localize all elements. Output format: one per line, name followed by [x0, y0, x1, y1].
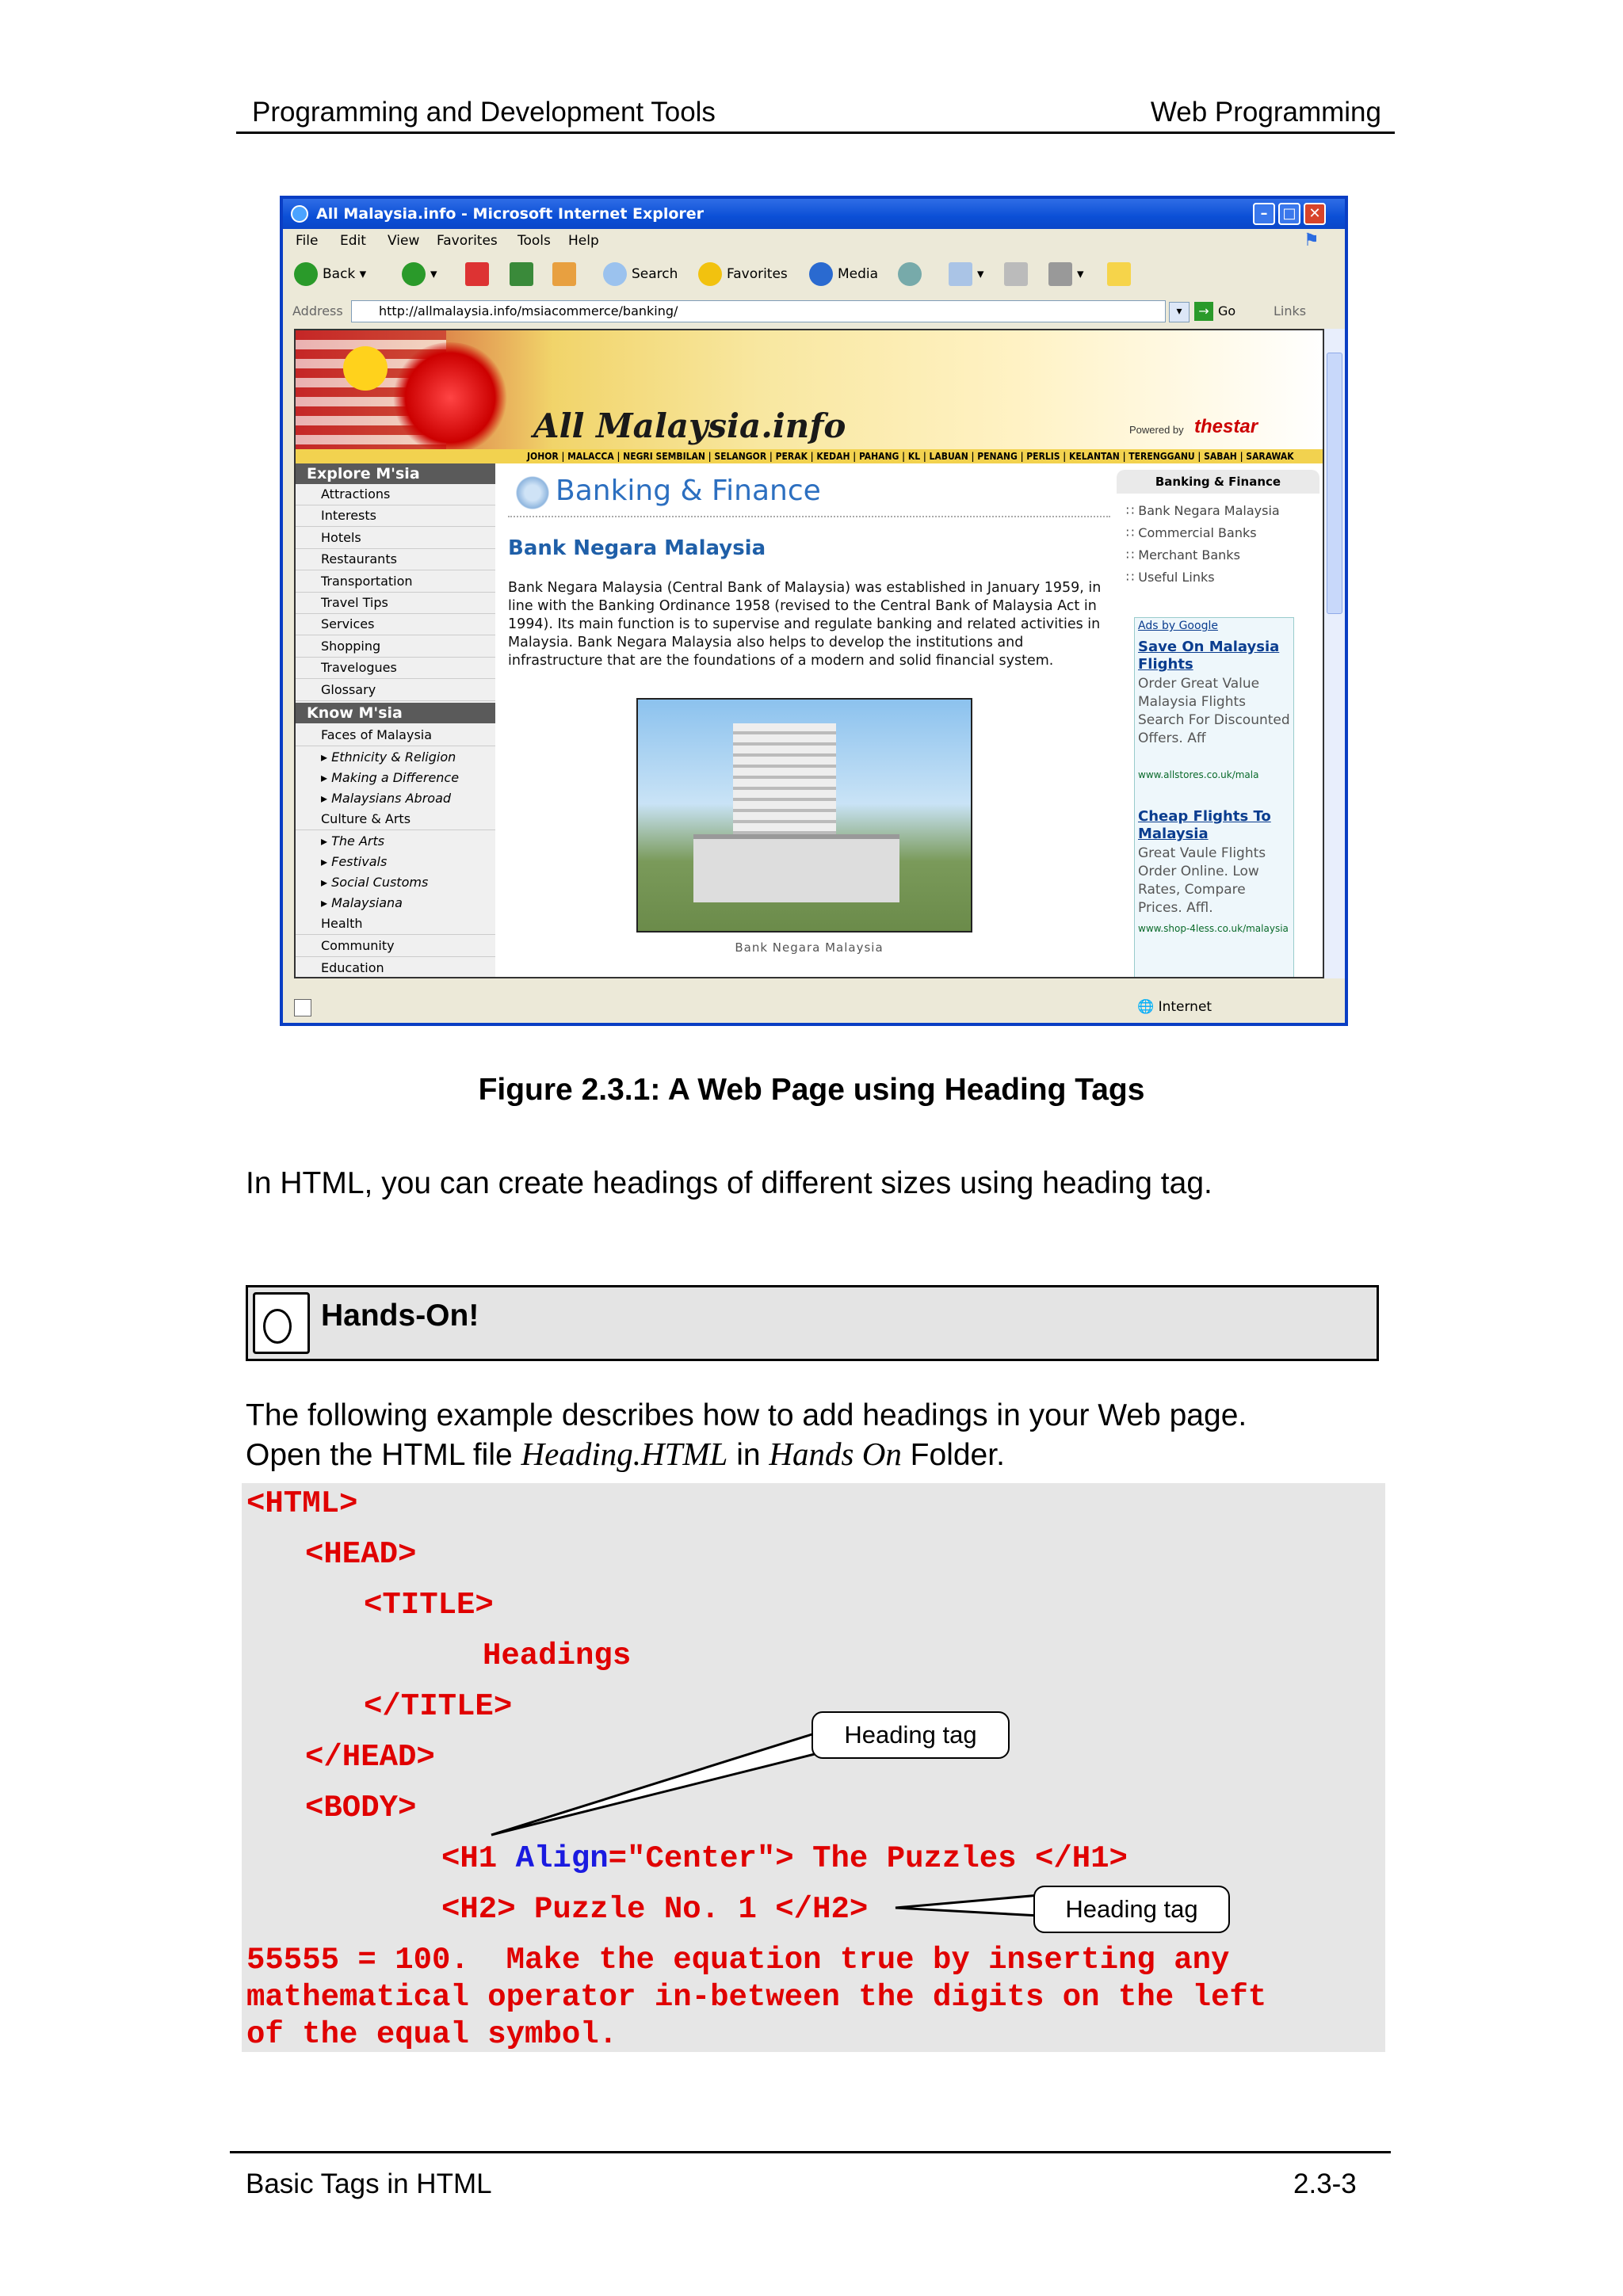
callout-heading-tag-2: Heading tag: [1033, 1886, 1230, 1933]
content-heading: Bank Negara Malaysia: [508, 536, 766, 560]
nav-item[interactable]: Culture & Arts: [296, 809, 495, 830]
photo-caption: Bank Negara Malaysia: [735, 940, 884, 955]
chevron-down-icon[interactable]: ▾: [1169, 302, 1190, 322]
nav-item[interactable]: Services: [296, 614, 495, 635]
nav-subitem[interactable]: ▸ Malaysiana: [321, 895, 403, 910]
close-icon[interactable]: ✕: [1304, 203, 1326, 225]
folder-name: Hands On: [769, 1436, 902, 1472]
menu-help[interactable]: Help: [568, 233, 599, 249]
nav-item[interactable]: Travelogues: [296, 658, 495, 679]
nav-item[interactable]: Travel Tips: [296, 593, 495, 614]
go-arrow-icon: →: [1194, 302, 1213, 321]
menu-edit[interactable]: Edit: [340, 233, 366, 249]
file-name: Heading.HTML: [521, 1436, 728, 1472]
menu-view[interactable]: View: [388, 233, 420, 249]
example-line-1: The following example describes how to add headings in your Web page.: [246, 1398, 1247, 1432]
page-footer-left: Basic Tags in HTML: [246, 2168, 492, 2199]
ad-url[interactable]: www.shop-4less.co.uk/malaysia: [1138, 923, 1289, 934]
nav-subitem[interactable]: ▸ Social Customs: [321, 875, 429, 890]
content-paragraph: Bank Negara Malaysia (Central Bank of Malaysia) was established in January 1959, in line with the Banking Ordinance 1958 (revised to the Central Bank of Malaysia Act in 1994). Its main function is to supervise and regulate banking and related activities in Malaysia. Bank Negara Malaysia also helps to develop the institutions and infrastructure that are the foundations of a modern and solid financial system.: [508, 580, 1102, 669]
code-line: <BODY>: [305, 1791, 417, 1825]
nav-item[interactable]: Faces of Malaysia: [296, 725, 495, 746]
code-line: mathematical operator in-between the digits on the left: [246, 1980, 1267, 2015]
nav-subitem[interactable]: ▸ Festivals: [321, 854, 388, 869]
forward-button[interactable]: ▾: [402, 262, 437, 286]
states-bar[interactable]: JOHOR | MALACCA | NEGRI SEMBILAN | SELANGOR | PERAK | KEDAH | PAHANG | KL | LABUAN | PENANG | PERLIS | KELANTAN | TERENGGANU | SABAH | SARAWAK: [296, 449, 1324, 463]
nav-item[interactable]: Shopping: [296, 636, 495, 658]
figure-caption: Figure 2.3.1: A Web Page using Heading Tags: [478, 1073, 1145, 1107]
ad-body: Great Vaule Flights Order Online. Low Rates, Compare Prices. Affl.: [1138, 845, 1266, 916]
search-button[interactable]: Search: [603, 262, 678, 286]
nav-item[interactable]: Transportation: [296, 571, 495, 593]
right-box-title: Banking & Finance: [1117, 470, 1319, 494]
footer-rule: [230, 2151, 1391, 2153]
back-button[interactable]: Back ▾: [294, 262, 366, 286]
right-link[interactable]: ∷ Commercial Banks: [1126, 525, 1257, 540]
minimize-icon[interactable]: –: [1253, 203, 1275, 225]
nav-item[interactable]: Attractions: [296, 484, 495, 505]
nav-item[interactable]: Health: [296, 913, 495, 935]
windows-logo-icon: ⚑: [1304, 231, 1319, 250]
right-link[interactable]: ∷ Bank Negara Malaysia: [1126, 503, 1280, 518]
ads-header[interactable]: Ads by Google: [1138, 620, 1218, 632]
nav-item[interactable]: Glossary: [296, 680, 495, 701]
address-input[interactable]: http://allmalaysia.info/msiacommerce/banking/: [351, 300, 1166, 322]
code-line-h2: <H2> Puzzle No. 1 </H2>: [441, 1892, 869, 1927]
callout-heading-tag-1: Heading tag: [812, 1711, 1010, 1759]
code-line: of the equal symbol.: [246, 2017, 618, 2052]
nav-subitem[interactable]: ▸ Making a Difference: [321, 770, 460, 785]
edit-button[interactable]: ▾: [1048, 262, 1084, 286]
maximize-icon[interactable]: □: [1278, 203, 1300, 225]
nav-item[interactable]: Interests: [296, 505, 495, 527]
ad-url[interactable]: www.allstores.co.uk/mala: [1138, 769, 1259, 780]
menu-favorites[interactable]: Favorites: [437, 233, 498, 249]
media-button[interactable]: Media: [809, 262, 878, 286]
right-link[interactable]: ∷ Merchant Banks: [1126, 547, 1240, 563]
nav-subitem[interactable]: ▸ The Arts: [321, 833, 385, 849]
code-line: </HEAD>: [305, 1740, 435, 1775]
nav-item[interactable]: Restaurants: [296, 549, 495, 570]
hands-on-label: Hands-On!: [321, 1299, 479, 1333]
code-line: <TITLE>: [364, 1588, 494, 1623]
nav-head-know: Know M'sia: [296, 703, 495, 723]
favorites-button[interactable]: Favorites: [698, 262, 788, 286]
nav-item[interactable]: Hotels: [296, 528, 495, 549]
code-line: </TITLE>: [364, 1689, 513, 1724]
address-label: Address: [292, 303, 343, 318]
code-line: 55555 = 100. Make the equation true by inserting any: [246, 1943, 1230, 1978]
mail-button[interactable]: ▾: [949, 262, 984, 286]
nav-subitem[interactable]: ▸ Ethnicity & Religion: [321, 749, 456, 765]
nav-item[interactable]: Community: [296, 936, 495, 957]
ad-body: Order Great Value Malaysia Flights Search For Discounted Offers. Aff: [1138, 676, 1290, 746]
page-header-left: Programming and Development Tools: [252, 97, 716, 128]
example-line-2: Open the HTML file Heading.HTML in Hands On Folder.: [246, 1436, 1005, 1472]
partner-logo[interactable]: thestar: [1194, 416, 1258, 437]
go-button[interactable]: → Go: [1194, 302, 1235, 321]
nav-item[interactable]: Education: [296, 958, 495, 978]
code-line: <HTML>: [246, 1486, 358, 1521]
links-label[interactable]: Links: [1274, 303, 1307, 318]
powered-by-label: Powered by: [1129, 424, 1184, 436]
page-header-right: Web Programming: [1150, 97, 1381, 128]
site-logo[interactable]: All Malaysia.info: [533, 406, 846, 445]
intro-paragraph: In HTML, you can create headings of different sizes using heading tag.: [246, 1166, 1212, 1200]
page-number: 2.3-3: [1293, 2168, 1357, 2199]
right-link[interactable]: ∷ Useful Links: [1126, 570, 1215, 585]
code-line: <HEAD>: [305, 1537, 417, 1572]
menu-file[interactable]: File: [296, 233, 319, 249]
code-line: Headings: [483, 1638, 632, 1673]
window-title: All Malaysia.info - Microsoft Internet Explorer: [316, 205, 705, 223]
ad-title[interactable]: Cheap Flights To Malaysia: [1138, 808, 1271, 842]
status-zone: 🌐 Internet: [1137, 999, 1212, 1015]
nav-head-explore: Explore M'sia: [296, 463, 495, 484]
code-line-h1: <H1 Align="Center"> The Puzzles </H1>: [441, 1841, 1128, 1876]
section-title: Banking & Finance: [556, 475, 821, 507]
nav-subitem[interactable]: ▸ Malaysians Abroad: [321, 791, 452, 806]
ad-title[interactable]: Save On Malaysia Flights: [1138, 639, 1280, 673]
menu-tools[interactable]: Tools: [517, 233, 551, 249]
